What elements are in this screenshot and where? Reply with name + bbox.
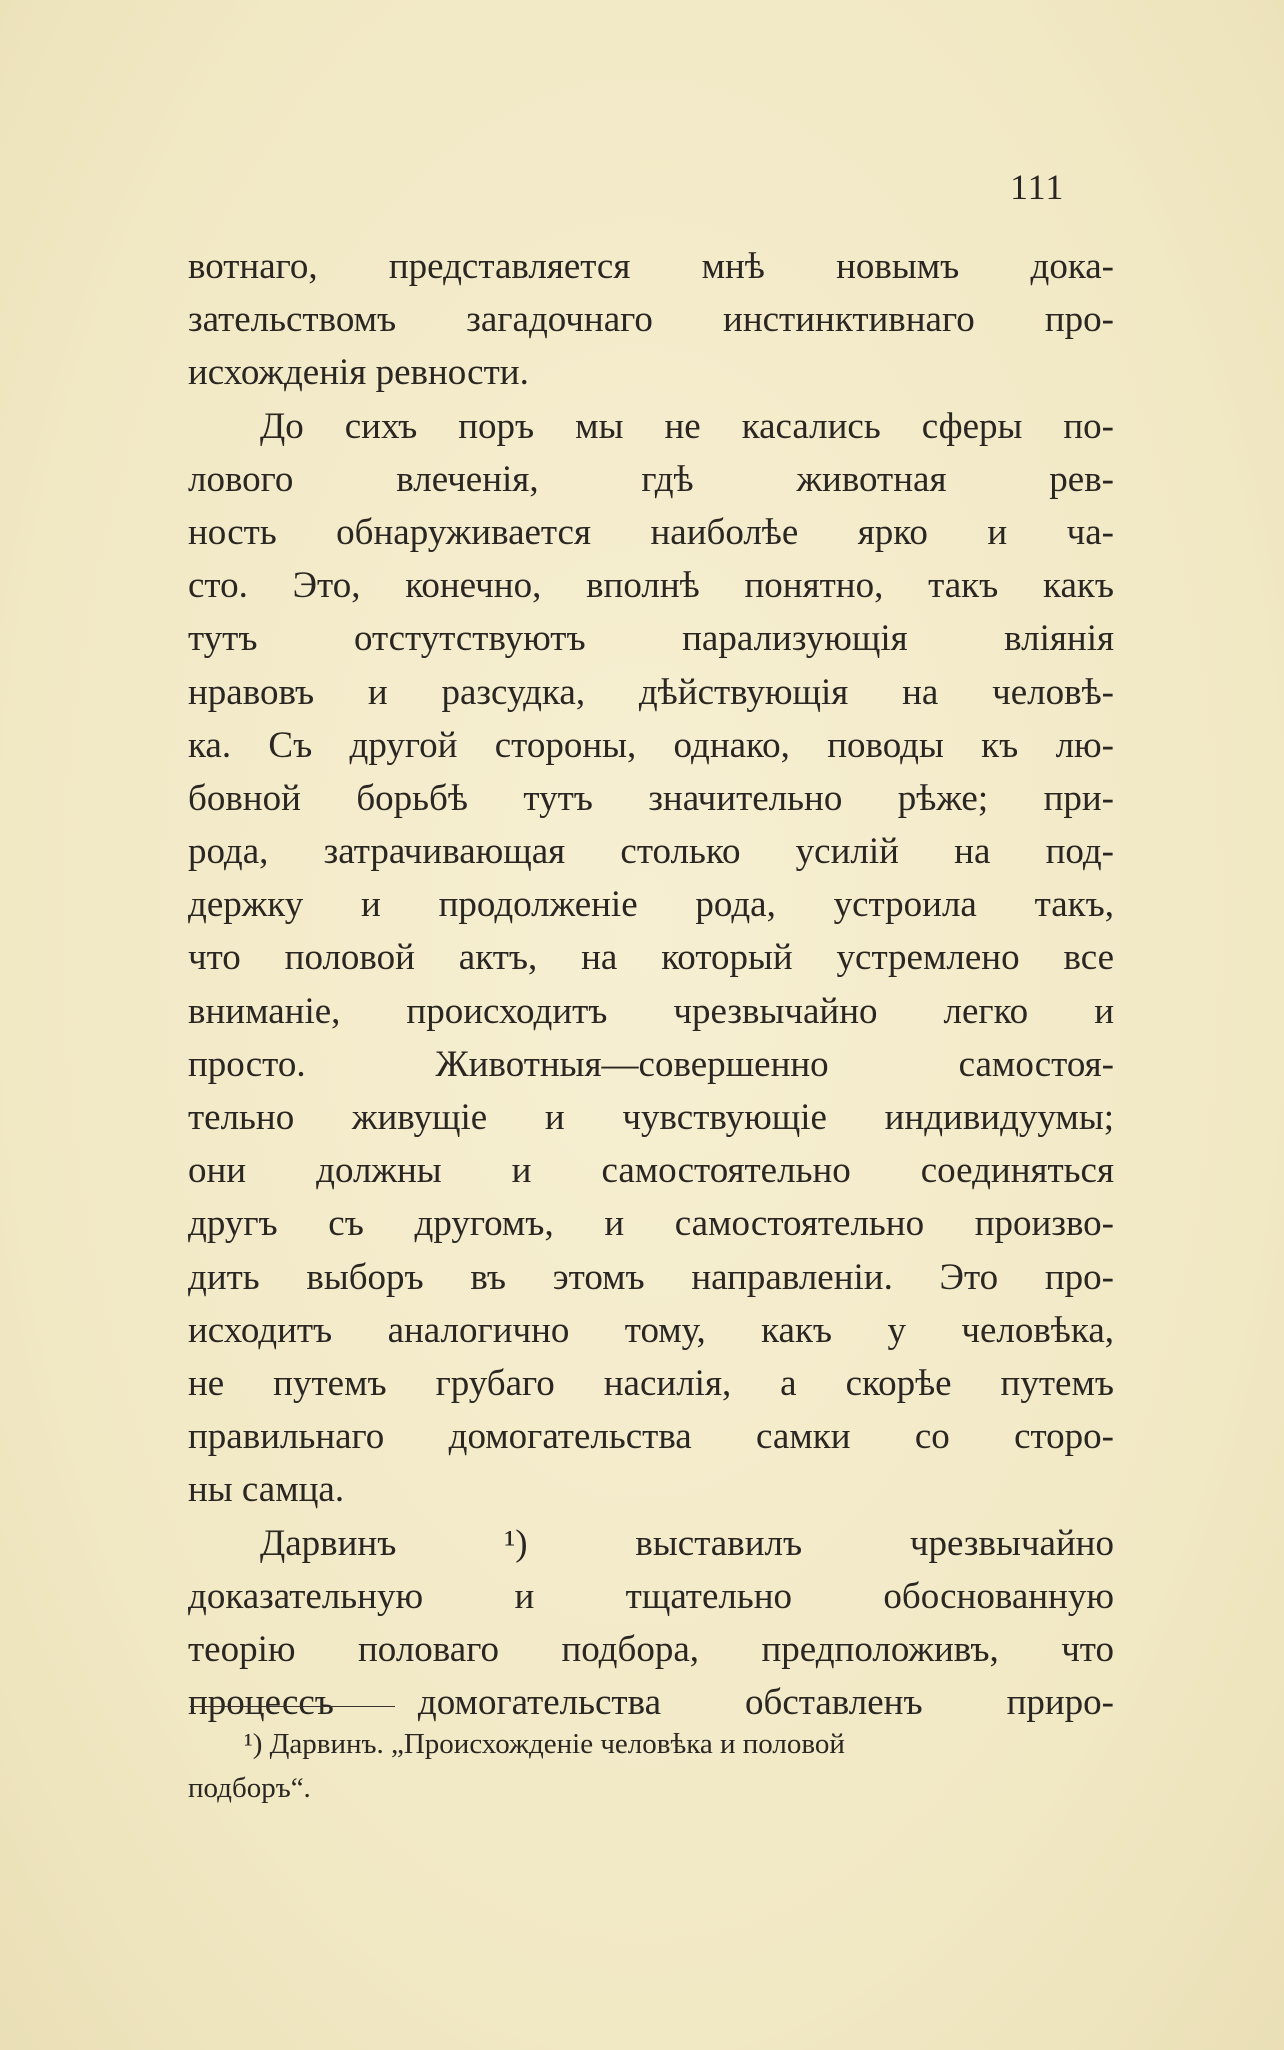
body-line: вниманіе, происходитъ чрезвычайно легко и [188,990,1114,1032]
body-line: зательствомъ загадочнаго инстинктивнаго про- [188,299,1114,341]
body-text [188,240,1114,1729]
body-line: ность обнаруживается наиболѣе ярко и ча- [188,511,1114,553]
body-line: До сихъ поръ мы не касались сферы по- [260,405,1114,447]
body-line: тельно живущіе и чувствующіе индивидуумы; [188,1097,1114,1138]
body-line: вотнаго, представляется мнѣ новымъ дока- [188,246,1114,287]
footnotes [188,1722,1114,1810]
body-line: исходитъ аналогично тому, какъ у человѣка, [188,1309,1114,1351]
body-line: дить выборъ въ этомъ направленіи. Это про- [188,1256,1114,1298]
body-line: бовной борьбѣ тутъ значительно рѣже; при- [188,777,1114,819]
footnote-line: подборъ“. [188,1772,311,1804]
body-line: тутъ отстутствуютъ парализующія вліянія [188,618,1114,660]
body-line: исхожденія ревности. [188,352,529,394]
body-line: лового влеченія, гдѣ животная рев- [188,458,1114,500]
body-line: Дарвинъ ¹) выставилъ чрезвычайно [260,1522,1114,1564]
body-line: они должны и самостоятельно соединяться [188,1150,1114,1192]
body-line: не путемъ грубаго насилія, а скорѣе путемъ [188,1362,1114,1404]
body-line: рода, затрачивающая столько усилій на под- [188,831,1114,873]
body-line: сто. Это, конечно, вполнѣ понятно, такъ какъ [188,565,1114,607]
footnote-line: ¹) Дарвинъ. „Происхожденіе человѣка и половой [244,1728,845,1760]
footnote-rule [190,1706,395,1707]
body-line: что половой актъ, на который устремлено все [188,937,1114,979]
body-line: нравовъ и разсудка, дѣйствующія на человѣ- [188,671,1114,713]
body-line: теорію половаго подбора, предположивъ, что [188,1628,1114,1670]
body-line: ны самца. [188,1469,345,1511]
body-line: ка. Съ другой стороны, однако, поводы къ лю- [188,724,1114,766]
body-line: держку и продолженіе рода, устроила такъ, [188,884,1114,926]
page-number: 111 [1010,167,1065,207]
body-line: просто. Животныя—совершенно самостоя- [188,1043,1114,1085]
body-line: процессъ домогательства обставленъ приро- [188,1682,1114,1724]
body-line: правильнаго домогательства самки со сторо- [188,1416,1114,1458]
body-line: другъ съ другомъ, и самостоятельно произво- [188,1203,1114,1245]
body-line: доказательную и тщательно обоснованную [188,1575,1114,1617]
